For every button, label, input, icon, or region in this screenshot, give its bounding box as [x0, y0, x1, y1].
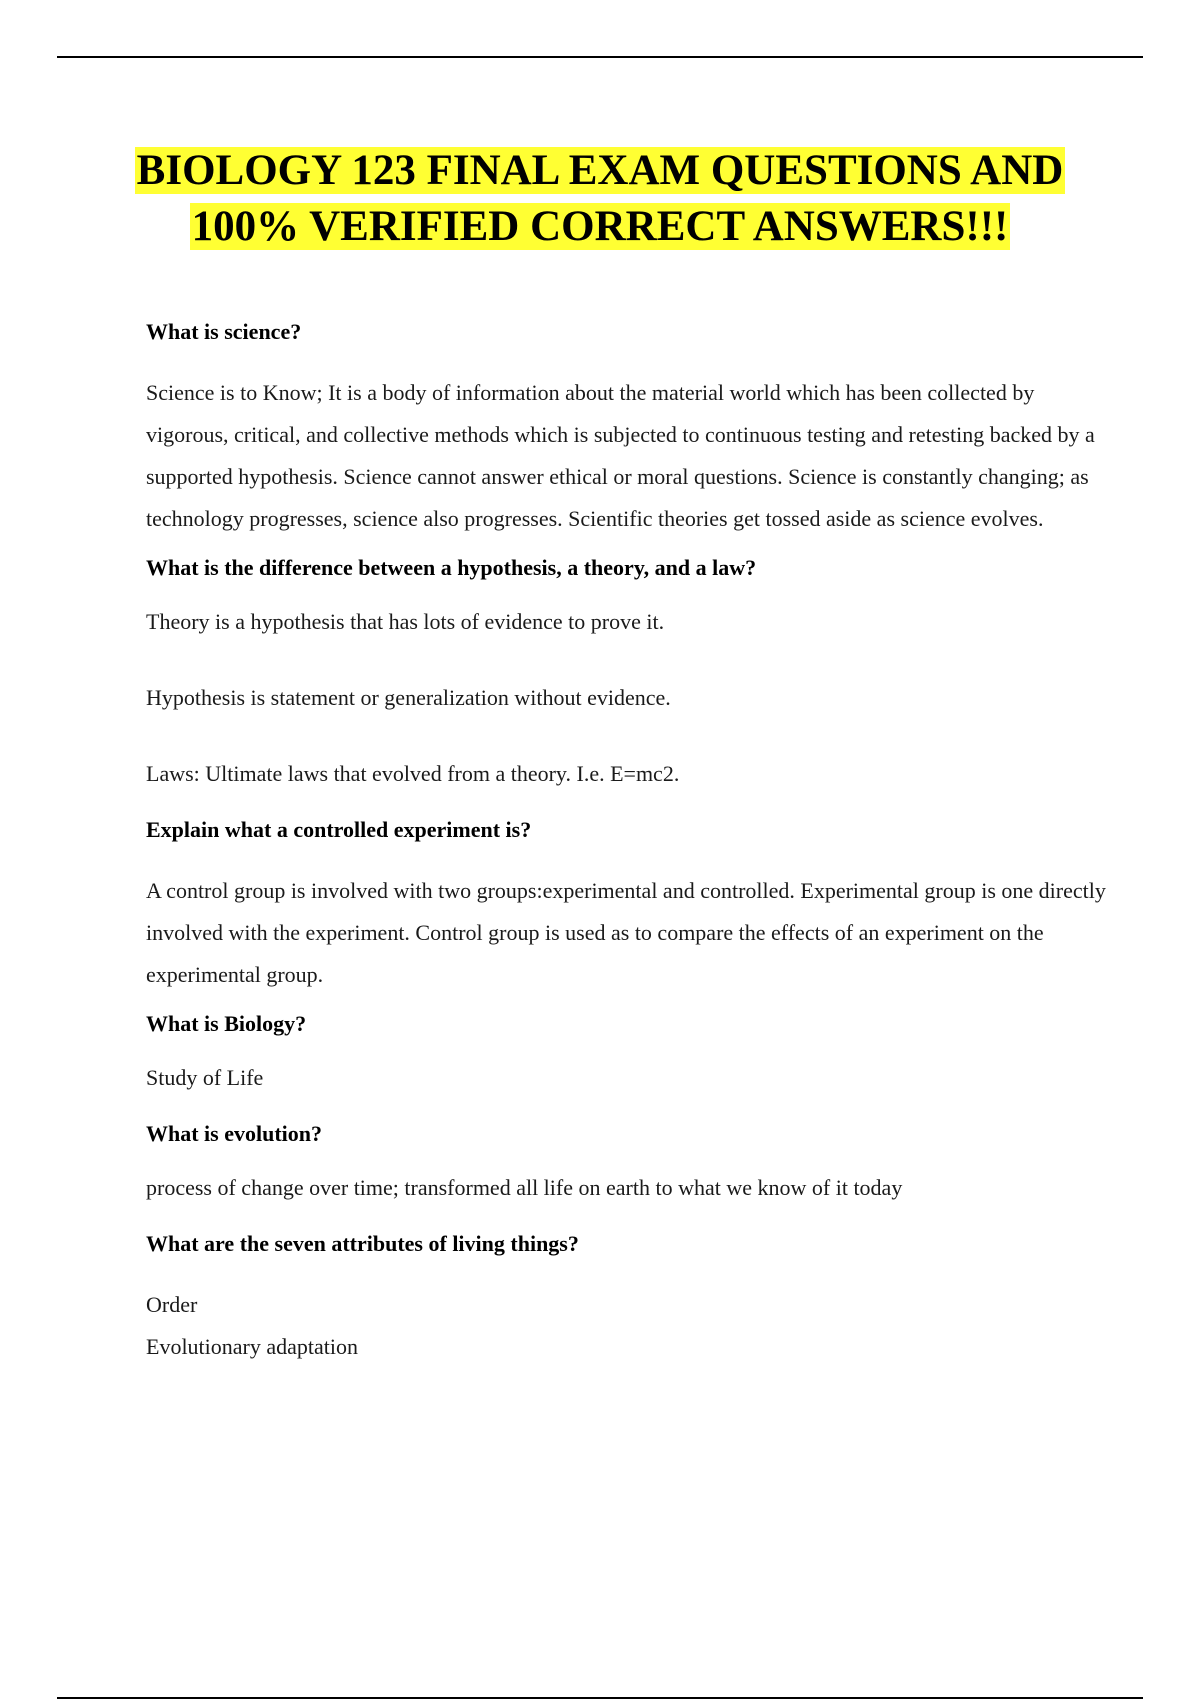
question-4: What is Biology?	[146, 1011, 307, 1036]
answer-5: process of change over time; transformed all life on earth to what we know of it today	[146, 1175, 903, 1200]
answer-3: A control group is involved with two groups:experimental and controlled. Experimental group is one directly involved with the experiment. Control group is used as to compare the effects of an experiment on the experimental group.	[146, 878, 1106, 987]
question-6: What are the seven attributes of living things?	[146, 1231, 579, 1256]
answer-2-hypothesis: Hypothesis is statement or generalization without evidence.	[146, 685, 671, 710]
question-3: Explain what a controlled experiment is?	[146, 817, 532, 842]
question-1: What is science?	[146, 319, 302, 344]
question-2: What is the difference between a hypothesis, a theory, and a law?	[146, 555, 757, 580]
answer-1: Science is to Know; It is a body of information about the material world which has been collected by vigorous, critical, and collective methods which is subjected to continuous testing and retesting backed by a supported hypothesis. Science cannot answer ethical or moral questions. Science is constantly changing; as technology progresses, science also progresses. Scientific theories get tossed aside as science evolves.	[146, 380, 1095, 531]
attribute-item-evolutionary-adaptation: Evolutionary adaptation	[146, 1334, 358, 1359]
title-highlight: BIOLOGY 123 FINAL EXAM QUESTIONS AND 100% VERIFIED CORRECT ANSWERS!!!	[136, 147, 1064, 250]
answer-2-theory: Theory is a hypothesis that has lots of evidence to prove it.	[146, 609, 665, 634]
answer-2-laws: Laws: Ultimate laws that evolved from a theory. I.e. E=mc2.	[146, 761, 680, 786]
question-5: What is evolution?	[146, 1121, 323, 1146]
attribute-item-order: Order	[146, 1292, 198, 1317]
document-title	[120, 143, 1080, 255]
answer-4: Study of Life	[146, 1065, 264, 1090]
document-body	[146, 318, 1106, 1368]
bottom-rule	[57, 1697, 1143, 1699]
top-rule	[57, 56, 1143, 58]
